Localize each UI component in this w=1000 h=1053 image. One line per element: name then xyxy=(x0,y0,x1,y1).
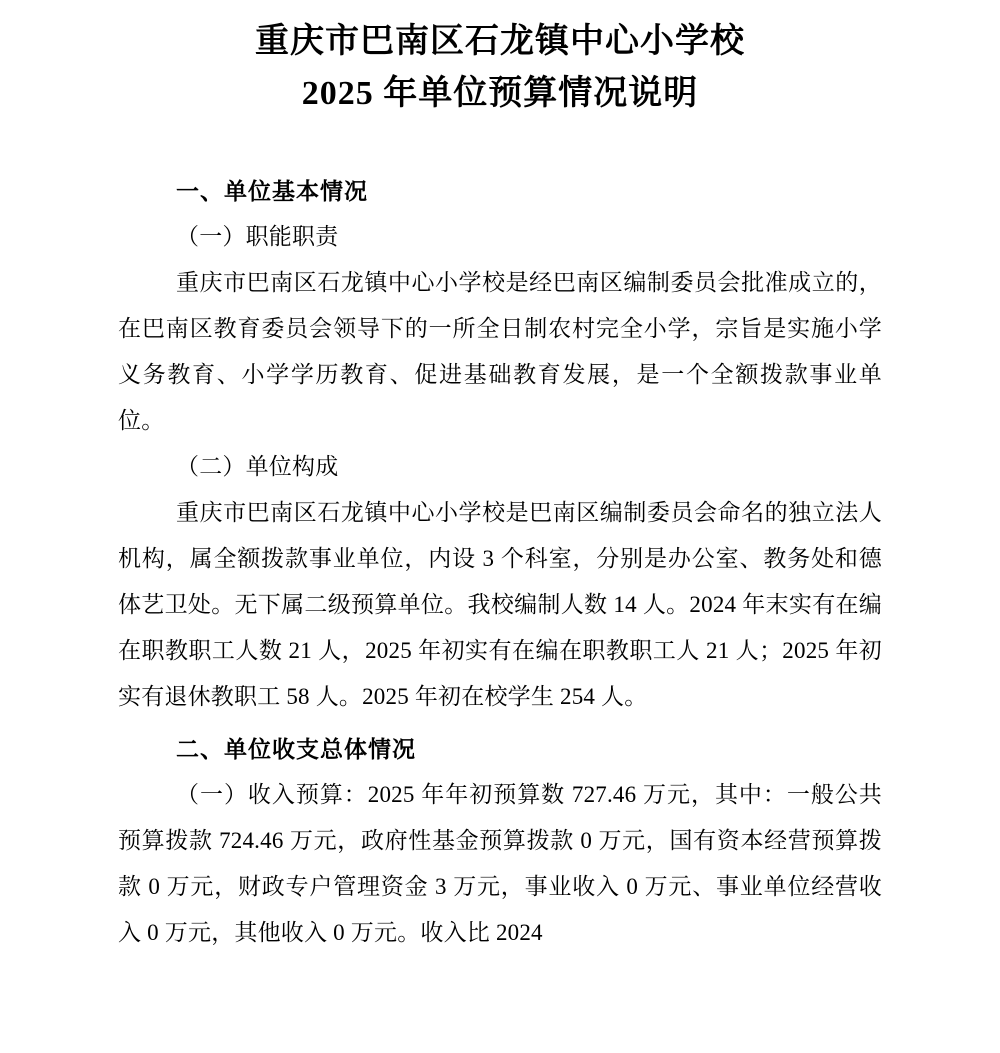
paragraph-1-2: 重庆市巴南区石龙镇中心小学校是巴南区编制委员会命名的独立法人机构，属全额拨款事业单位，内设 3 个科室，分别是办公室、教务处和德体艺卫处。无下属二级预算单位。我校编制人数 14 人。2024 年末实有在编在职教职工人数 21 人，2025 年初实有在编在职教职工人 21 人；2025 年初实有退休教职工 58 人。2025 年初在校学生 254 人。 xyxy=(118,500,882,709)
title-spacer xyxy=(118,120,882,168)
page-title xyxy=(118,10,882,120)
section-heading-1: 一、单位基本情况 xyxy=(176,178,368,204)
subheading-1-1: （一）职能职责 xyxy=(176,224,339,249)
section-heading-2: 二、单位收支总体情况 xyxy=(176,736,416,762)
title-line-2: 2025 年单位预算情况说明 xyxy=(301,75,699,112)
paragraph-2-1: （一）收入预算：2025 年年初预算数 727.46 万元，其中：一般公共预算拨款 724.46 万元，政府性基金预算拨款 0 万元，国有资本经营预算拨款 0 万元，财政专户管理资金 3 万元，事业收入 0 万元、事业单位经营收入 0 万元，其他收入 0 万元。收入比 2024 xyxy=(118,782,882,945)
paragraph-1-1: 重庆市巴南区石龙镇中心小学校是经巴南区编制委员会批准成立的，在巴南区教育委员会领导下的一所全日制农村完全小学，宗旨是实施小学义务教育、小学学历教育、促进基础教育发展，是一个全额拨款事业单位。 xyxy=(118,270,882,433)
title-line-1: 重庆市巴南区石龙镇中心小学校 xyxy=(255,23,745,60)
subheading-1-2: （二）单位构成 xyxy=(176,454,339,479)
